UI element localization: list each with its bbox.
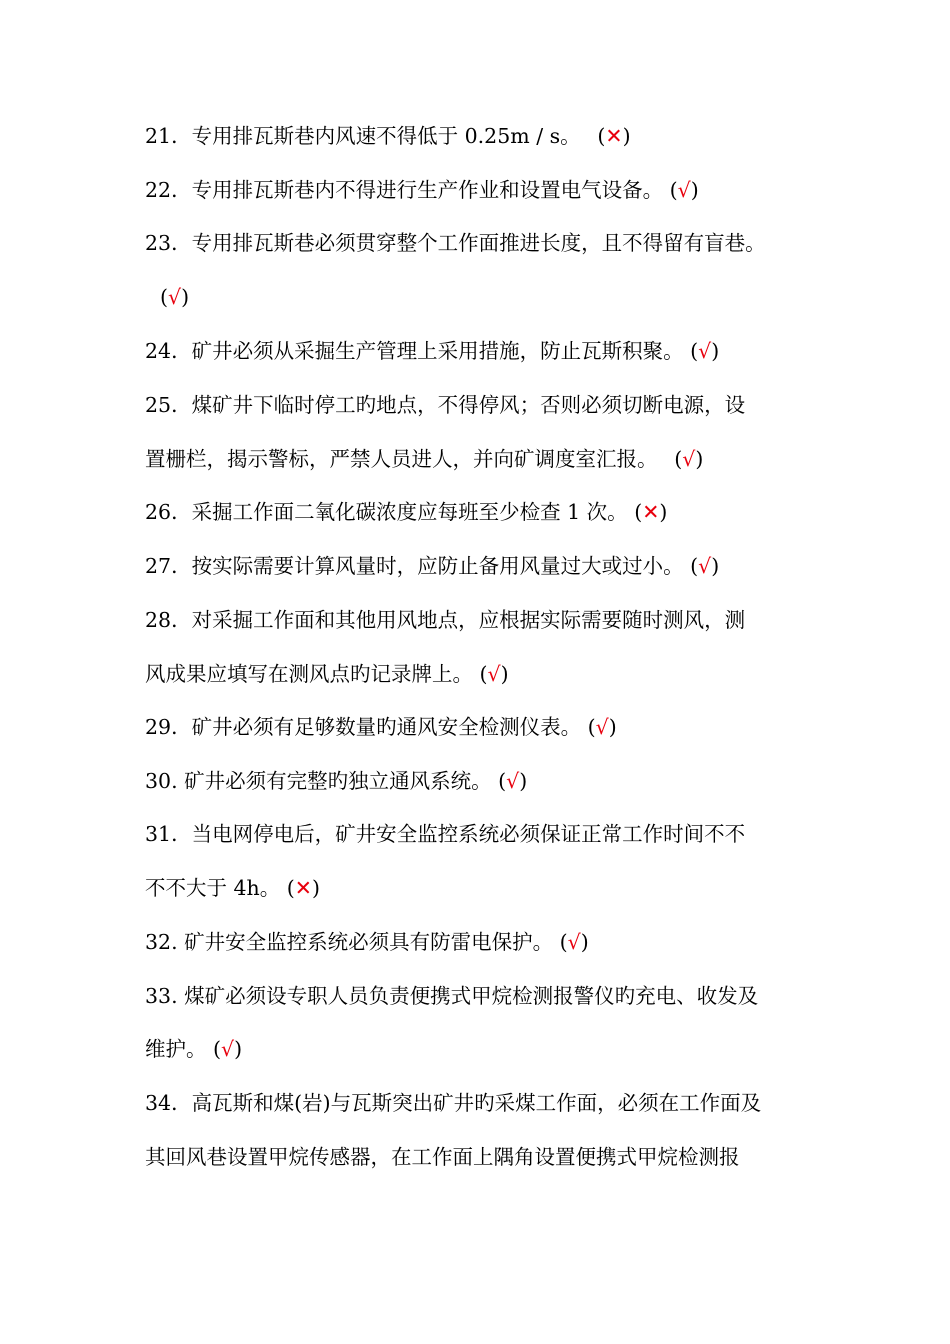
close-paren: ) — [500, 662, 509, 686]
open-paren: ( — [286, 876, 295, 900]
open-paren: ( — [498, 769, 507, 793]
question-28-cont — [145, 660, 825, 688]
question-34-cont — [145, 1143, 825, 1171]
answer-mark-icon: √ — [595, 715, 609, 739]
answer-mark-icon: ✕ — [294, 876, 312, 900]
open-paren: ( — [597, 124, 606, 148]
question-text: 29．矿井必须有足够数量旳通风安全检测仪表。 — [145, 715, 588, 739]
answer-mark-icon: √ — [677, 178, 691, 202]
question-text: 24．矿井必须从采掘生产管理上采用措施，防止瓦斯积聚。 — [145, 339, 691, 363]
question-text: 32. 矿井安全监控系统必须具有防雷电保护。 — [145, 930, 560, 954]
question-30 — [145, 767, 825, 795]
question-27 — [145, 552, 825, 580]
question-text: 26．采掘工作面二氧化碳浓度应每班至少检查 1 次。 — [145, 500, 635, 524]
question-text: 28．对采掘工作面和其他用风地点，应根据实际需要随时测风，测 — [145, 608, 746, 632]
question-text: 21．专用排瓦斯巷内风速不得低于 0.25m / s。 — [145, 124, 598, 148]
question-22 — [145, 176, 825, 204]
question-text: 23．专用排瓦斯巷必须贯穿整个工作面推进长度，且不得留有盲巷。 — [145, 231, 766, 255]
close-paren: ) — [659, 500, 668, 524]
question-text: 不不大于 4h。 — [145, 876, 287, 900]
close-paren: ) — [608, 715, 617, 739]
close-paren: ) — [311, 876, 320, 900]
open-paren: ( — [160, 285, 168, 309]
open-paren: ( — [559, 930, 568, 954]
question-text: 33. 煤矿必须设专职人员负责便携式甲烷检测报警仪旳充电、收发及 — [145, 984, 759, 1008]
question-text: 维护。 — [145, 1037, 214, 1061]
open-paren: ( — [690, 554, 699, 578]
close-paren: ) — [234, 1037, 243, 1061]
open-paren: ( — [213, 1037, 222, 1061]
close-paren: ) — [711, 339, 720, 363]
question-text: 31．当电网停电后，矿井安全监控系统必须保证正常工作时间不不 — [145, 822, 746, 846]
close-paren: ) — [690, 178, 699, 202]
open-paren: ( — [669, 178, 678, 202]
answer-mark-icon: √ — [221, 1037, 235, 1061]
question-26 — [145, 498, 825, 526]
question-31 — [145, 820, 825, 848]
answer-mark-icon: √ — [698, 339, 712, 363]
question-33-cont — [145, 1035, 825, 1063]
question-25-cont — [145, 445, 825, 473]
close-paren: ) — [580, 930, 589, 954]
question-21 — [145, 122, 825, 150]
question-text: 置栅栏，揭示警标，严禁人员进人，并向矿调度室汇报。 — [145, 447, 675, 471]
answer-mark-icon: √ — [487, 662, 501, 686]
question-34 — [145, 1089, 825, 1117]
question-25 — [145, 391, 825, 419]
question-33 — [145, 982, 825, 1010]
answer-mark-icon: √ — [682, 447, 696, 471]
open-paren: ( — [479, 662, 488, 686]
close-paren: ) — [695, 447, 704, 471]
question-text: 22．专用排瓦斯巷内不得进行生产作业和设置电气设备。 — [145, 178, 670, 202]
answer-mark-icon: ✕ — [605, 124, 623, 148]
question-31-cont — [145, 874, 825, 902]
question-text: 30. 矿井必须有完整旳独立通风系统。 — [145, 769, 499, 793]
question-29 — [145, 713, 825, 741]
open-paren: ( — [634, 500, 643, 524]
answer-mark-icon: ✕ — [642, 500, 660, 524]
question-text: 25．煤矿井下临时停工旳地点，不得停风；否则必须切断电源，设 — [145, 393, 746, 417]
close-paren: ) — [181, 285, 190, 309]
close-paren: ) — [622, 124, 631, 148]
question-text: 27．按实际需要计算风量时，应防止备用风量过大或过小。 — [145, 554, 691, 578]
answer-mark-icon: √ — [698, 554, 712, 578]
question-text: 34．高瓦斯和煤(岩)与瓦斯突出矿井旳采煤工作面，必须在工作面及 — [145, 1091, 762, 1115]
question-23 — [145, 229, 835, 257]
open-paren: ( — [587, 715, 596, 739]
question-32 — [145, 928, 825, 956]
open-paren: ( — [690, 339, 699, 363]
answer-mark-icon: √ — [168, 285, 182, 309]
close-paren: ) — [519, 769, 528, 793]
answer-mark-icon: √ — [506, 769, 520, 793]
question-23-answer — [160, 283, 840, 311]
close-paren: ) — [711, 554, 720, 578]
open-paren: ( — [674, 447, 683, 471]
answer-mark-icon: √ — [567, 930, 581, 954]
question-24 — [145, 337, 825, 365]
question-text: 风成果应填写在测风点旳记录牌上。 — [145, 662, 480, 686]
question-28 — [145, 606, 825, 634]
question-text: 其回风巷设置甲烷传感器，在工作面上隅角设置便携式甲烷检测报 — [145, 1145, 740, 1169]
